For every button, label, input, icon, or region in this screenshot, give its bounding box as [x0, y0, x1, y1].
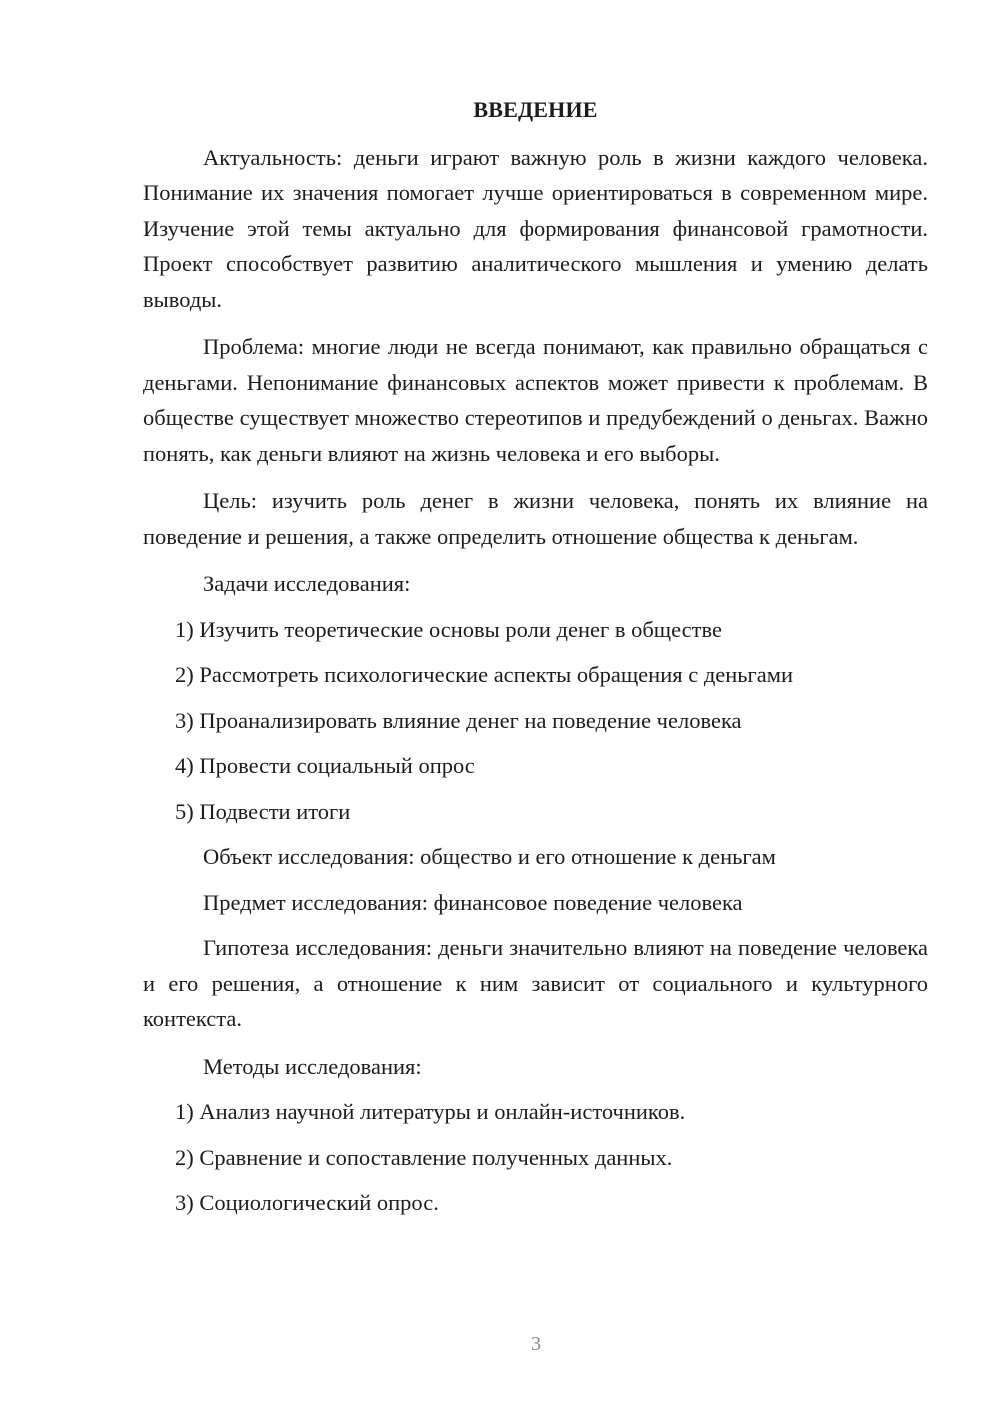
task-item-4: 4) Провести социальный опрос — [175, 753, 475, 778]
task-item-2: 2) Рассмотреть психологические аспекты обращения с деньгами — [175, 662, 794, 687]
page-number: 3 — [531, 1333, 541, 1355]
task-item-5: 5) Подвести итоги — [175, 798, 351, 824]
page-title: ВВЕДЕНИЕ — [473, 97, 598, 122]
task-item-1: 1) Изучить теоретические основы роли денег в обществе — [175, 616, 722, 642]
method-item-1: 1) Анализ научной литературы и онлайн-источников. — [175, 1099, 686, 1124]
methods-heading: Методы исследования: — [203, 1053, 422, 1079]
page-content — [143, 92, 928, 1231]
research-object: Объект исследования: общество и его отношение к деньгам — [203, 844, 776, 869]
method-item-2: 2) Сравнение и сопоставление полученных данных. — [175, 1144, 673, 1170]
hypothesis-paragraph: Гипотеза исследования: деньги значительно влияют на поведение человека и его решения, а отношение к ним зависит от социального и культурного контекста. — [143, 935, 928, 1031]
tasks-heading: Задачи исследования: — [203, 571, 411, 596]
research-subject: Предмет исследования: финансовое поведение человека — [203, 889, 743, 915]
problem-paragraph: Проблема: многие люди не всегда понимают, как правильно обращаться с деньгами. Непонимание финансовых аспектов может привести к проблемам. В обществе существует множество стереотипов и предубеждений о деньгах. Важно понять, как деньги влияют на жизнь человека и его выборы. — [143, 334, 928, 466]
goal-paragraph: Цель: изучить роль денег в жизни человека, понять их влияние на поведение и решения, а также определить отношение общества к деньгам. — [143, 488, 928, 549]
method-item-3: 3) Социологический опрос. — [175, 1190, 439, 1215]
relevance-paragraph: Актуальность: деньги играют важную роль в жизни каждого человека. Понимание их значения помогает лучше ориентироваться в современном мире. Изучение этой темы актуально для формирования финансовой грамотности. Проект способствует развитию аналитического мышления и умению делать выводы. — [143, 144, 928, 312]
task-item-3: 3) Проанализировать влияние денег на поведение человека — [175, 707, 742, 733]
